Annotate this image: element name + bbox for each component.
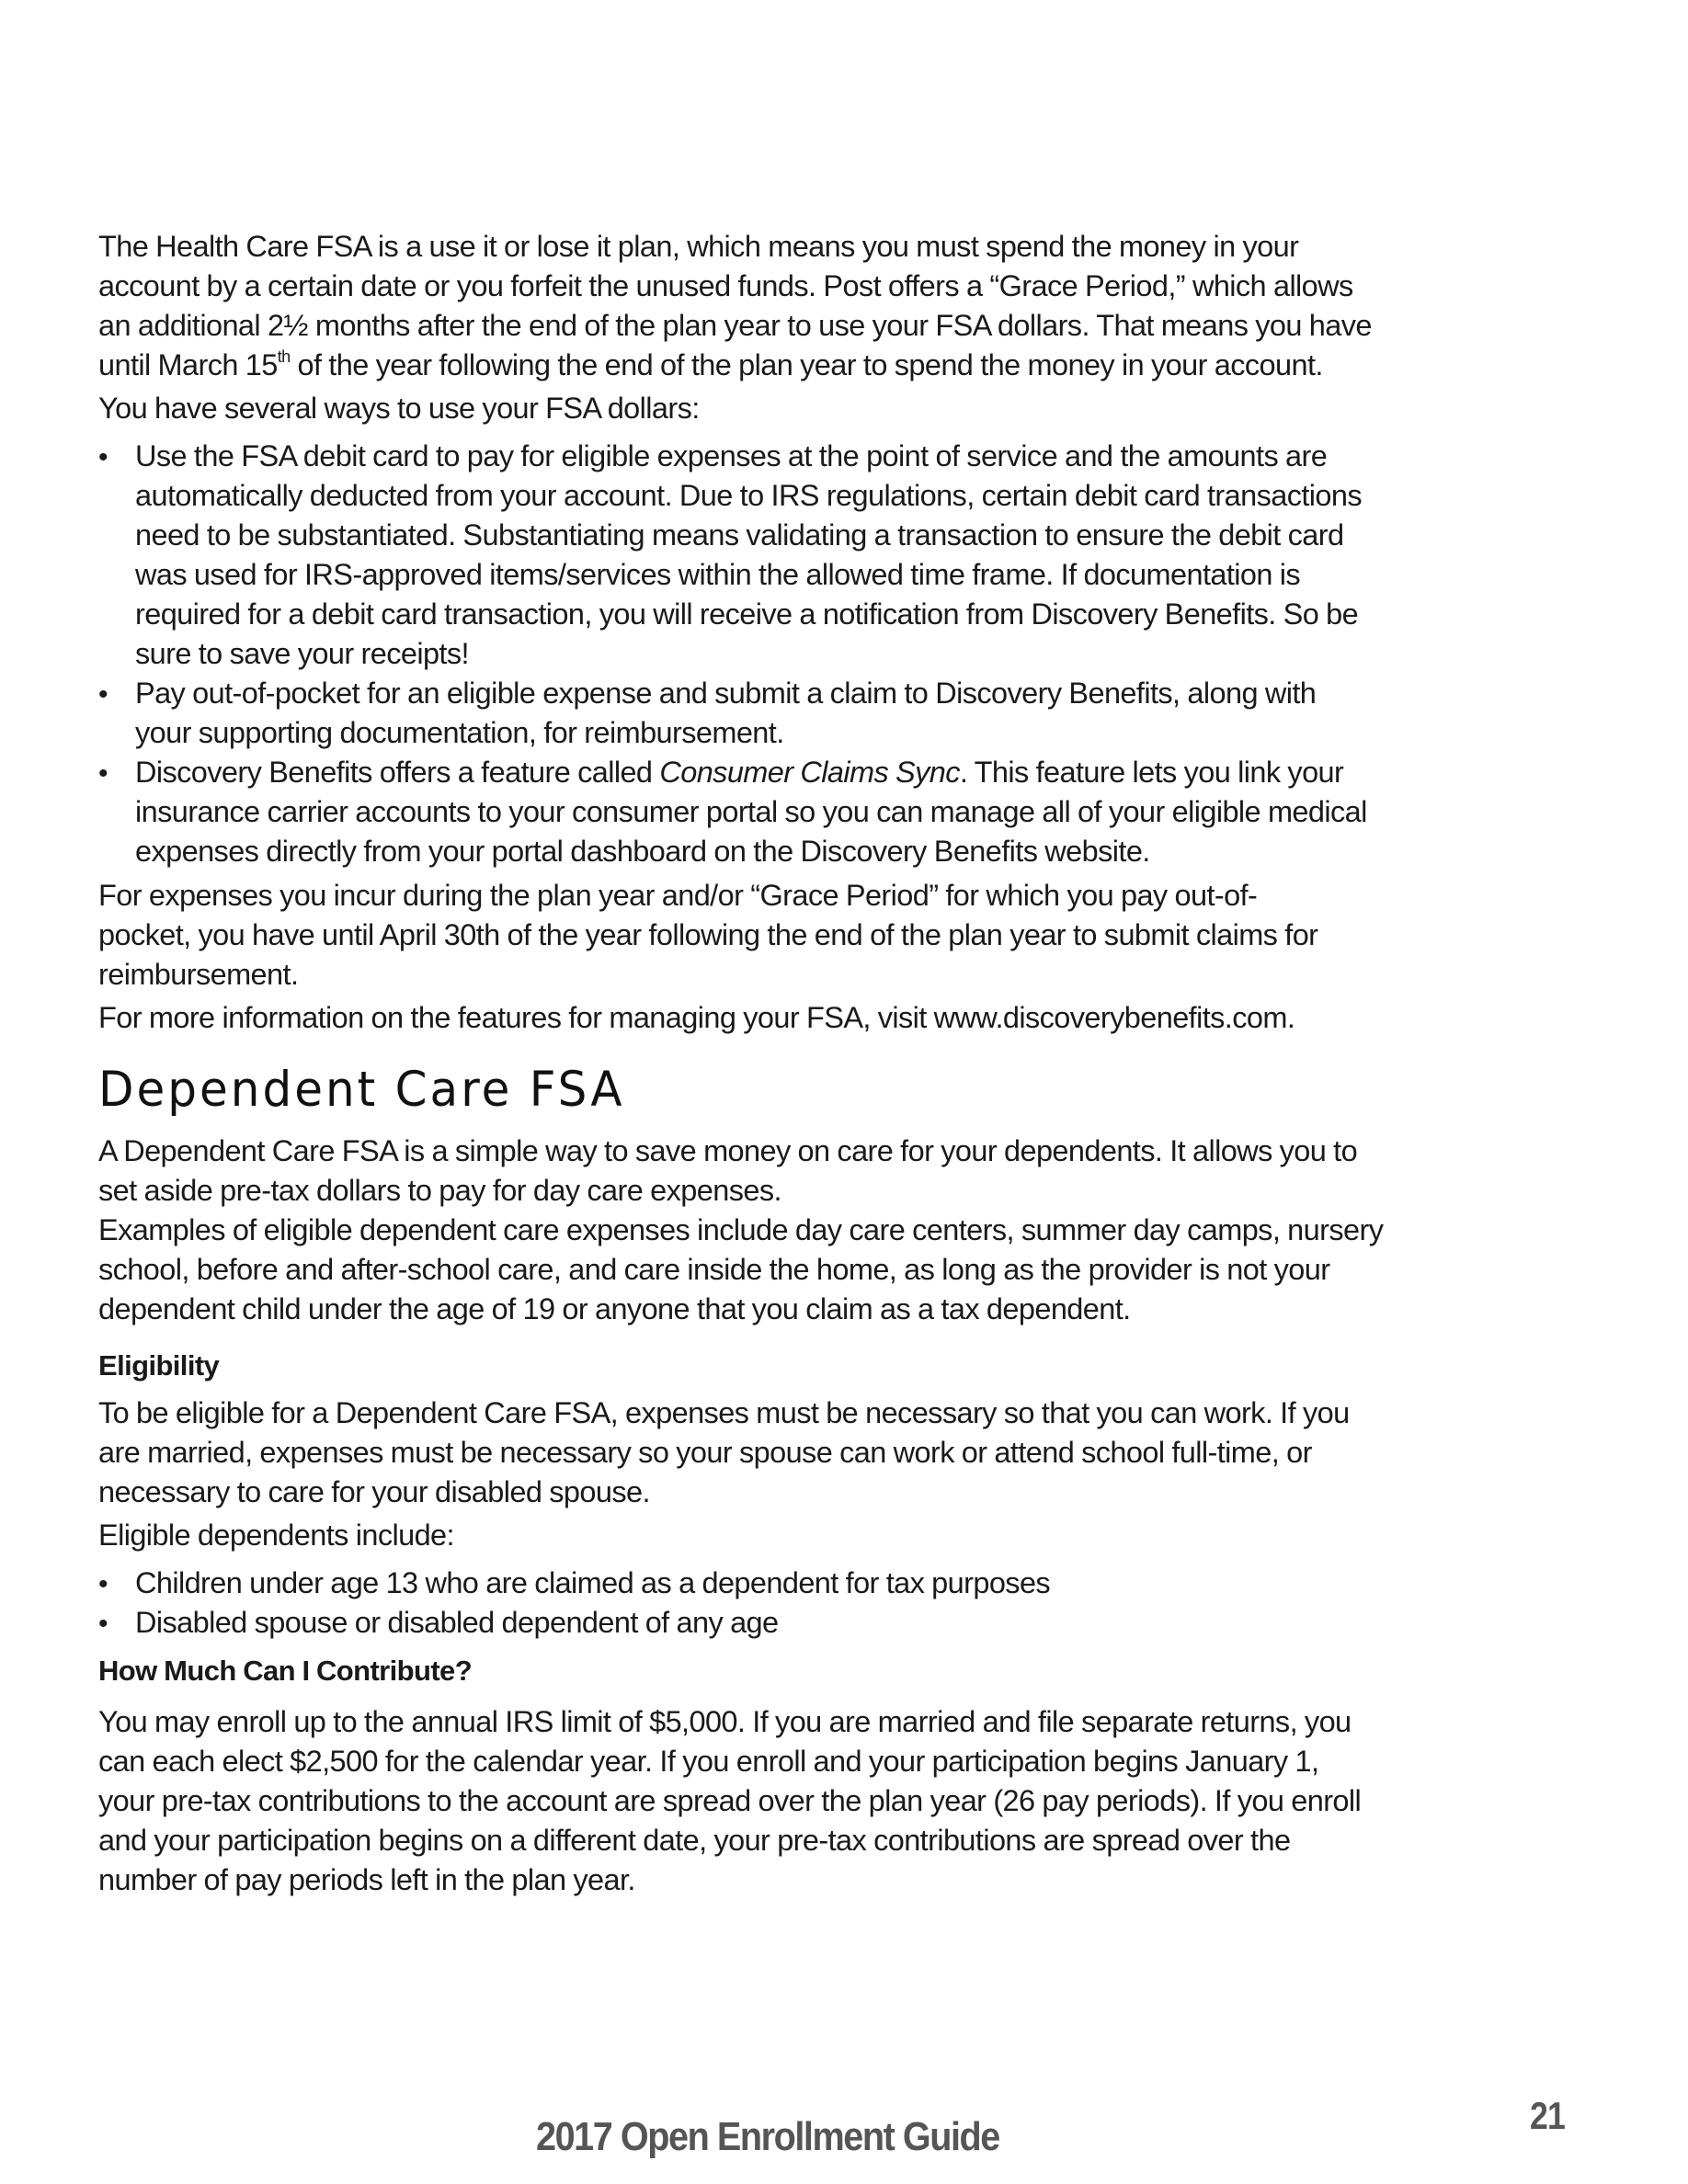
superscript-ordinal: th	[277, 347, 291, 366]
eligibility-line: necessary to care for your disabled spouse.	[98, 1475, 650, 1508]
dependent-care-intro-line: A Dependent Care FSA is a simple way to save money on care for your dependents. It allows you to	[98, 1134, 1358, 1167]
feature-name: Consumer Claims Sync	[659, 756, 960, 789]
bullet-icon: •	[98, 679, 108, 710]
intro-line: account by a certain date or you forfeit the unused funds. Post offers a “Grace Period,” which allows	[98, 269, 1353, 302]
contribute-line: your pre-tax contributions to the account are spread over the plan year (26 pay periods). If you enroll	[98, 1784, 1362, 1817]
list-item-line: Pay out-of-pocket for an eligible expense and submit a claim to Discovery Benefits, along with	[135, 677, 1317, 710]
examples-line: school, before and after-school care, and care inside the home, as long as the provider is not your	[98, 1253, 1330, 1286]
list-item-text: . This feature lets you link your	[959, 756, 1344, 789]
list-item-line: insurance carrier accounts to your consumer portal so you can manage all of your eligible medical	[135, 795, 1367, 828]
list-item-line: Use the FSA debit card to pay for eligible expenses at the point of service and the amounts are	[135, 439, 1328, 472]
contribute-heading: How Much Can I Contribute?	[98, 1655, 473, 1687]
list-item-line: expenses directly from your portal dashboard on the Discovery Benefits website.	[135, 835, 1150, 868]
ways-intro: You have several ways to use your FSA dollars:	[98, 392, 700, 425]
more-info-line: For more information on the features for managing your FSA, visit www.discoverybenefits.com.	[98, 1001, 1295, 1034]
bullet-icon: •	[98, 758, 108, 789]
eligibility-line: are married, expenses must be necessary so your spouse can work or attend school full-time, or	[98, 1436, 1312, 1469]
list-item-line: required for a debit card transaction, you will receive a notification from Discovery Benefits. So be	[135, 597, 1359, 631]
list-item-line: automatically deducted from your account. Due to IRS regulations, certain debit card transactions	[135, 479, 1363, 512]
intro-line: The Health Care FSA is a use it or lose it plan, which means you must spend the money in your	[98, 230, 1299, 263]
claims-line: reimbursement.	[98, 958, 299, 991]
list-item-text: Disabled spouse or disabled dependent of any age	[135, 1606, 779, 1639]
list-item-line: your supporting documentation, for reimbursement.	[135, 716, 784, 749]
bullet-icon: •	[98, 442, 108, 472]
bullet-icon: •	[98, 1609, 108, 1639]
examples-line: dependent child under the age of 19 or anyone that you claim as a tax dependent.	[98, 1292, 1131, 1325]
list-item-text: Children under age 13 who are claimed as a dependent for tax purposes	[135, 1566, 1051, 1599]
eligibility-heading: Eligibility	[98, 1349, 220, 1382]
section-heading: Dependent Care FSA	[98, 1061, 625, 1118]
claims-line: pocket, you have until April 30th of the year following the end of the plan year to submit claims for	[98, 918, 1318, 951]
page-number: 21	[1530, 2094, 1566, 2137]
list-item-line: sure to save your receipts!	[135, 637, 469, 670]
claims-line: For expenses you incur during the plan year and/or “Grace Period” for which you pay out-of-	[98, 879, 1258, 912]
intro-text: of the year following the end of the plan year to spend the money in your account.	[290, 348, 1323, 381]
eligibility-line: To be eligible for a Dependent Care FSA, expenses must be necessary so that you can work. If you	[98, 1396, 1350, 1429]
dependent-care-intro-line: set aside pre-tax dollars to pay for day care expenses.	[98, 1174, 781, 1207]
contribute-line: can each elect $2,500 for the calendar year. If you enroll and your participation begins January 1,	[98, 1745, 1319, 1778]
contribute-line: number of pay periods left in the plan year.	[98, 1863, 635, 1896]
contribute-line: and your participation begins on a different date, your pre-tax contributions are spread over the	[98, 1824, 1291, 1857]
intro-text: until March 15	[98, 348, 278, 381]
intro-line	[98, 347, 1323, 381]
bullet-icon: •	[98, 1569, 108, 1599]
list-item-line: need to be substantiated. Substantiating means validating a transaction to ensure the debit card	[135, 518, 1344, 552]
contribute-line: You may enroll up to the annual IRS limit of $5,000. If you are married and file separate returns, you	[98, 1705, 1352, 1738]
list-item-line	[135, 757, 1343, 788]
dependents-intro: Eligible dependents include:	[98, 1519, 454, 1552]
list-item-line: was used for IRS-approved items/services within the allowed time frame. If documentation is	[135, 558, 1301, 591]
footer-title: 2017 Open Enrollment Guide	[536, 2114, 999, 2159]
intro-line: an additional 2½ months after the end of the plan year to use your FSA dollars. That means you have	[98, 309, 1372, 342]
examples-line: Examples of eligible dependent care expenses include day care centers, summer day camps, nursery	[98, 1213, 1384, 1246]
list-item-text: Discovery Benefits offers a feature called	[135, 756, 660, 789]
